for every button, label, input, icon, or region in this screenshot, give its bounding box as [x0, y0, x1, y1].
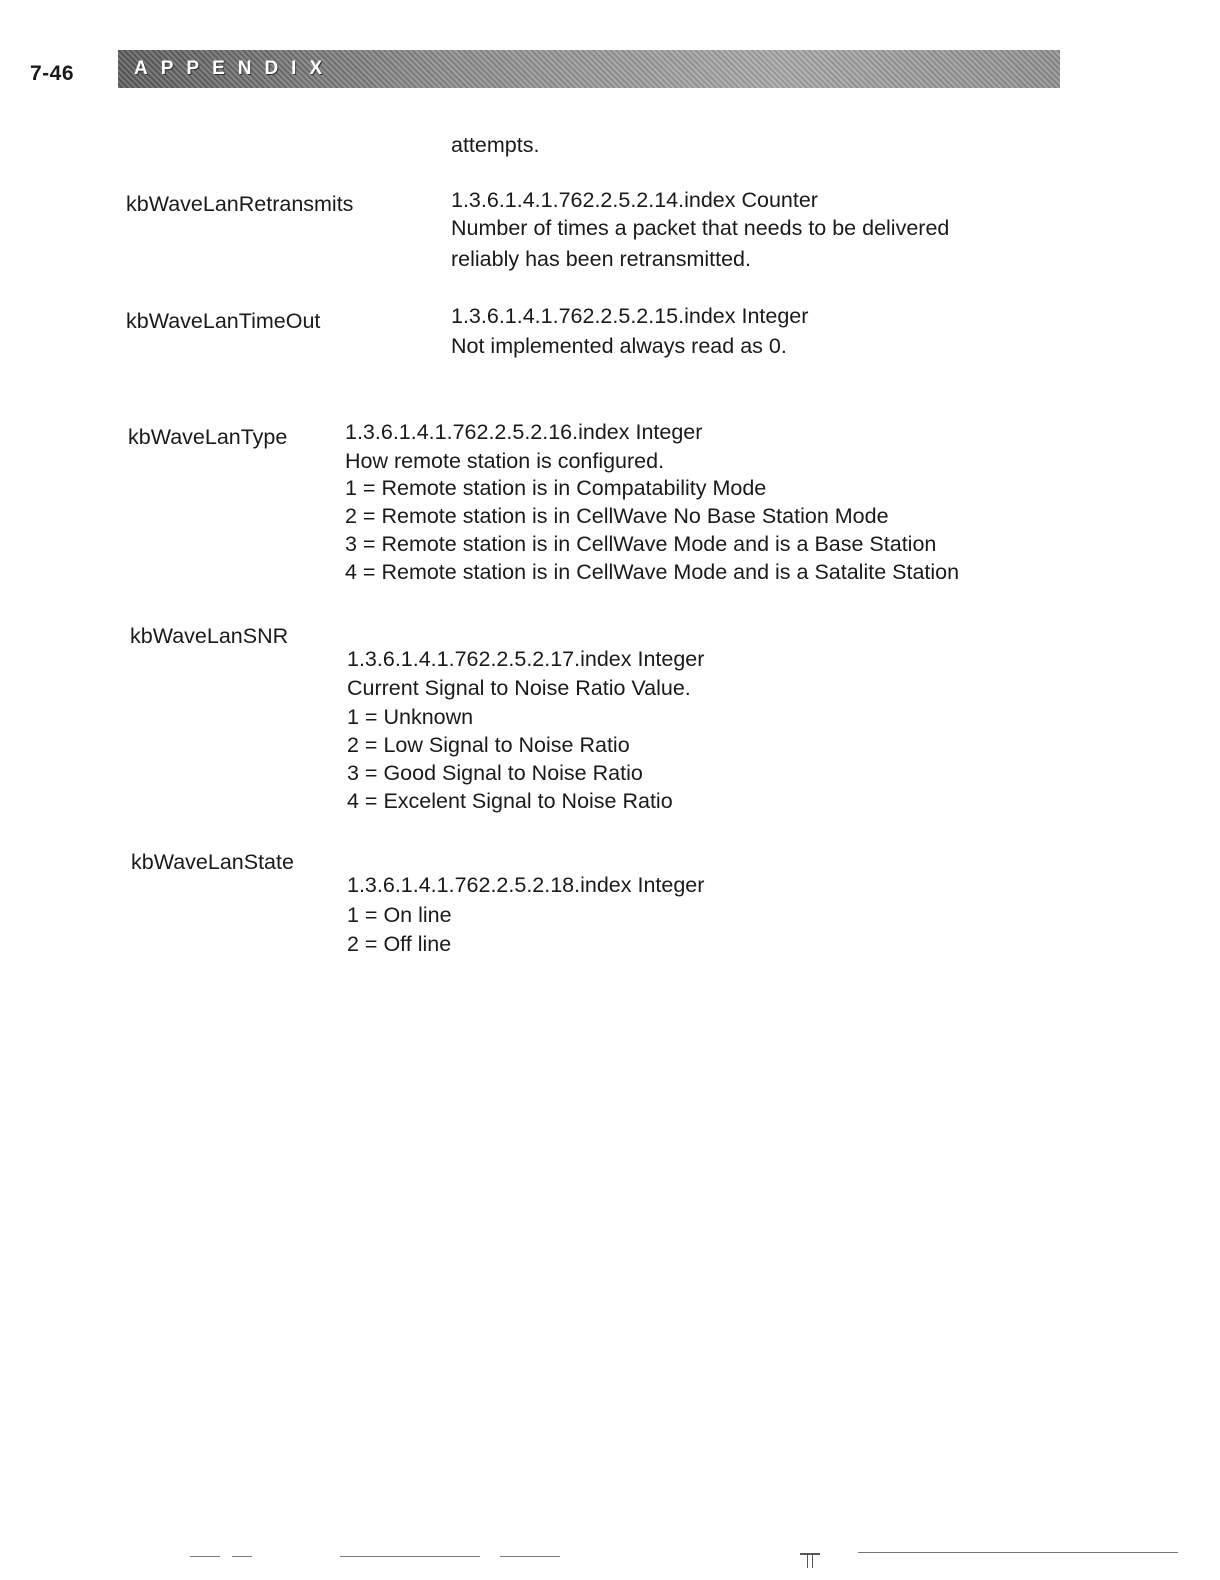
entry-oid: 1.3.6.1.4.1.762.2.5.2.18.index Integer	[347, 873, 705, 897]
entry-value-option: 1 = Unknown	[347, 705, 474, 729]
entry-description: reliably has been retransmitted.	[451, 247, 751, 271]
entry-description: How remote station is configured.	[345, 449, 665, 473]
entry-value-option: 4 = Excelent Signal to Noise Ratio	[347, 789, 673, 813]
entry-oid: 1.3.6.1.4.1.762.2.5.2.15.index Integer	[451, 304, 809, 328]
entry-value-option: 4 = Remote station is in CellWave Mode and is a Satalite Station	[345, 560, 960, 584]
footer-rule	[500, 1556, 560, 1557]
entry-name: kbWaveLanState	[131, 850, 294, 874]
entry-name: kbWaveLanType	[128, 425, 288, 449]
footer-rule	[340, 1556, 480, 1557]
entry-oid: 1.3.6.1.4.1.762.2.5.2.16.index Integer	[345, 420, 703, 444]
appendix-header-bar	[118, 50, 1060, 88]
entry-value-option: 1 = Remote station is in Compatability Mode	[345, 476, 767, 500]
entry-value-option: 2 = Low Signal to Noise Ratio	[347, 733, 630, 757]
entry-value-option: 3 = Good Signal to Noise Ratio	[347, 761, 643, 785]
footer-rule	[232, 1556, 252, 1557]
entry-name: kbWaveLanRetransmits	[126, 192, 354, 216]
entry-oid: 1.3.6.1.4.1.762.2.5.2.14.index Counter	[451, 188, 818, 212]
entry-description: Number of times a packet that needs to be delivered	[451, 216, 950, 240]
entry-oid: 1.3.6.1.4.1.762.2.5.2.17.index Integer	[347, 647, 705, 671]
footer-rule	[190, 1556, 220, 1557]
entry-description: Not implemented always read as 0.	[451, 334, 787, 358]
entry-name: kbWaveLanTimeOut	[126, 309, 321, 333]
continuation-text: attempts.	[451, 133, 540, 157]
footer-mark	[800, 1553, 820, 1569]
page-number: 7-46	[30, 62, 75, 85]
entry-value-option: 2 = Off line	[347, 932, 452, 956]
entry-value-option: 1 = On line	[347, 903, 452, 927]
entry-value-option: 3 = Remote station is in CellWave Mode and is a Base Station	[345, 532, 937, 556]
entry-name: kbWaveLanSNR	[130, 624, 289, 648]
entry-description: Current Signal to Noise Ratio Value.	[347, 676, 691, 700]
footer-rule	[858, 1552, 1178, 1553]
header-title: APPENDIX	[134, 58, 336, 79]
entry-value-option: 2 = Remote station is in CellWave No Base Station Mode	[345, 504, 889, 528]
